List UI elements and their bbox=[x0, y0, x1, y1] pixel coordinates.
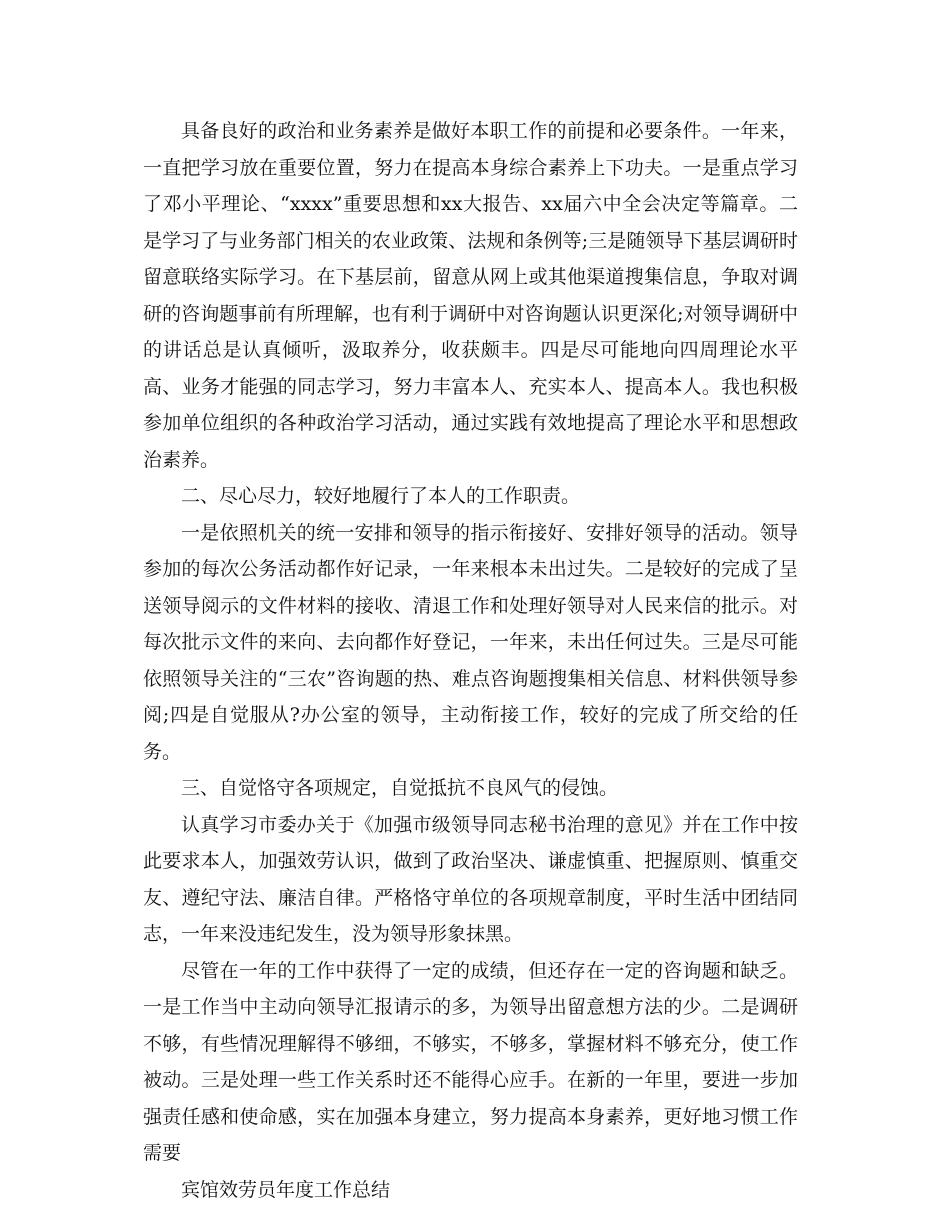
heading-duties: 二、尽心尽力，较好地履行了本人的工作职责。 bbox=[181, 485, 581, 507]
document-body bbox=[143, 113, 798, 1208]
paragraph-self-study: 具备良好的政治和业务素养是做好本职工作的前提和必要条件。一年来，一直把学习放在重要位置，努力在提高本身综合素养上下功夫。一是重点学习了邓小平理论、“xxxx”重要思想和xx大报告、xx届六中全会决定等篇章。二是学习了与业务部门相关的农业政策、法规和条例等;三是随领导下基层调研时留意联络实际学习。在下基层前，留意从网上或其他渠道搜集信息，争取对调研的咨询题事前有所理解，也有利于调研中对咨询题认识更深化;对领导调研中的讲话总是认真倾听，汲取养分，收获颇丰。四是尽可能地向四周理论水平高、业务才能强的同志学习，努力丰富本人、充实本人、提高本人。我也积极参加单位组织的各种政治学习活动，通过实践有效地提高了理论水平和思想政治素养。 bbox=[143, 120, 798, 471]
heading-discipline: 三、自觉恪守各项规定，自觉抵抗不良风气的侵蚀。 bbox=[181, 777, 619, 799]
next-section-title: 宾馆效劳员年度工作总结 bbox=[181, 1178, 391, 1201]
paragraph-duties: 一是依照机关的统一安排和领导的指示衔接好、安排好领导的活动。领导参加的每次公务活动都作好记录，一年来根本未出过失。二是较好的完成了呈送领导阅示的文件材料的接收、清退工作和处理好领导对人民来信的批示。对每次批示文件的来向、去向都作好登记，一年来，未出任何过失。三是尽可能依照领导关注的“三农”咨询题的热、难点咨询题搜集相关信息、材料供领导参阅;四是自觉服从?办公室的领导，主动衔接工作，较好的完成了所交给的任务。 bbox=[143, 521, 798, 763]
paragraph-discipline: 认真学习市委办关于《加强市级领导同志秘书治理的意见》并在工作中按此要求本人，加强效劳认识，做到了政治坚决、谦虚慎重、把握原则、慎重交友、遵纪守法、廉洁自律。严格恪守单位的各项规章制度，平时生活中团结同志，一年来没违纪发生，没为领导形象抹黑。 bbox=[143, 813, 798, 945]
paragraph-shortcomings: 尽管在一年的工作中获得了一定的成绩，但还存在一定的咨询题和缺乏。一是工作当中主动向领导汇报请示的多，为领导出留意想方法的少。二是调研不够，有些情况理解得不够细，不够实，不够多，掌握材料不够充分，使工作被动。三是处理一些工作关系时还不能得心应手。在新的一年里，要进一步加强责任感和使命感，实在加强本身建立，努力提高本身素养，更好地习惯工作需要 bbox=[143, 959, 798, 1164]
